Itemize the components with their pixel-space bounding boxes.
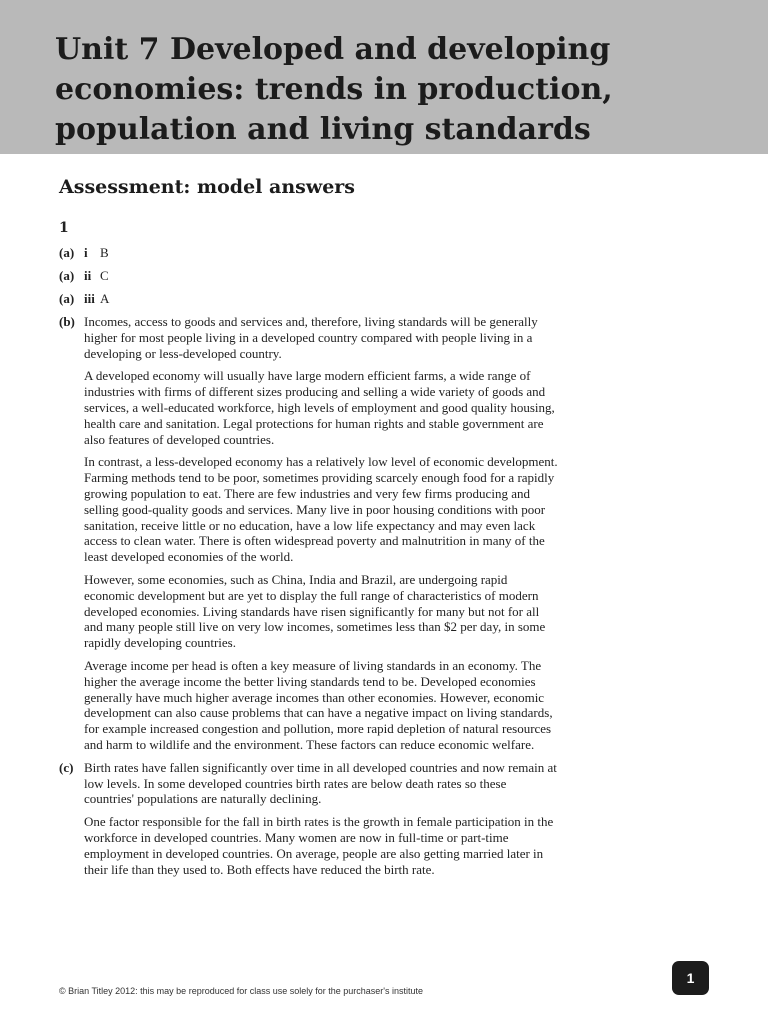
answer-paragraph: However, some economies, such as China, India and Brazil, are undergoing rapid economic development but are yet to display the full range of characteristics of modern developed economies. Living standards have risen significantly for many but not for all and many people still live on very low incomes, sometimes less than $2 per day, in some rapidly developing countries. (84, 571, 546, 651)
answer-label: (a) (59, 291, 75, 306)
answer-label: (a) (59, 268, 75, 283)
answer-sublabel: i (84, 245, 88, 260)
section-heading: Assessment: model answers (59, 176, 355, 198)
answer-a-iii (59, 291, 559, 314)
answer-paragraph: Incomes, access to goods and services and, therefore, living standards will be generally higher for most people living in a developed country compared with people living in a developing or less-developed country. (84, 314, 538, 361)
answer-paragraph: Birth rates have fallen significantly over time in all developed countries and now remain at low levels. In some developed countries birth rates are below death rates so these countries' populations are naturally declining. (84, 759, 557, 807)
page-title: Unit 7 Developed and developing economies: trends in production, population and living standards (55, 32, 613, 147)
answer-label: (a) (59, 245, 75, 260)
answer-c (59, 760, 559, 814)
answer-label: (b) (59, 314, 75, 329)
answer-sublabel: iii (84, 291, 95, 306)
answer-text: C (100, 268, 109, 283)
answer-paragraph: Average income per head is often a key measure of living standards in an economy. The higher the average income the better living standards tend to be. Developed economies generally have much higher average incomes than other economies. However, economic development can also cause problems that can have a negative impact on living standards, for example increased congestion and pollution, more rapid depletion of natural resources and harm to wildlife and the environment. These factors can reduce economic welfare. (84, 657, 553, 752)
answer-text: A (100, 291, 110, 306)
answer-a-ii (59, 268, 559, 291)
answer-paragraph: A developed economy will usually have large modern efficient farms, a wide range of industries with firms of different sizes producing and selling a wide variety of goods and services, a well-educated workforce, high levels of employment and good quality housing, health care and sanitation. Legal protections for human rights and stable government are also features of developed countries. (84, 368, 555, 447)
answer-b (59, 314, 559, 368)
answer-label: (c) (59, 759, 74, 775)
answer-paragraph: In contrast, a less-developed economy has a relatively low level of economic development. Farming methods tend to be poor, sometimes providing scarcely enough food for a rapidly growing population to eat. There are few industries and very few firms producing and selling good-quality goods and services. Many live in poor housing conditions with poor sanitation, receive little or no education, have a low life expectancy and may even lack access to clean water. There is often widespread poverty and malnutrition in many of the least developed economies of the world. (84, 454, 558, 565)
page-number-badge: 1 (672, 961, 709, 995)
answer-paragraph: One factor responsible for the fall in birth rates is the growth in female participation in the workforce in developed countries. Many women are now in full-time or part-time employment in developed countries. On average, people are also getting married later in their life than they used to. Both effects have reduced the birth rate. (84, 814, 554, 877)
footer-copyright: © Brian Titley 2012: this may be reproduced for class use solely for the purchaser's institute (59, 986, 424, 996)
header-band (0, 0, 768, 154)
answer-content (59, 245, 559, 884)
answer-a-i (59, 245, 559, 268)
answer-text: B (100, 245, 109, 260)
answer-sublabel: ii (84, 268, 92, 283)
question-number: 1 (59, 220, 69, 236)
